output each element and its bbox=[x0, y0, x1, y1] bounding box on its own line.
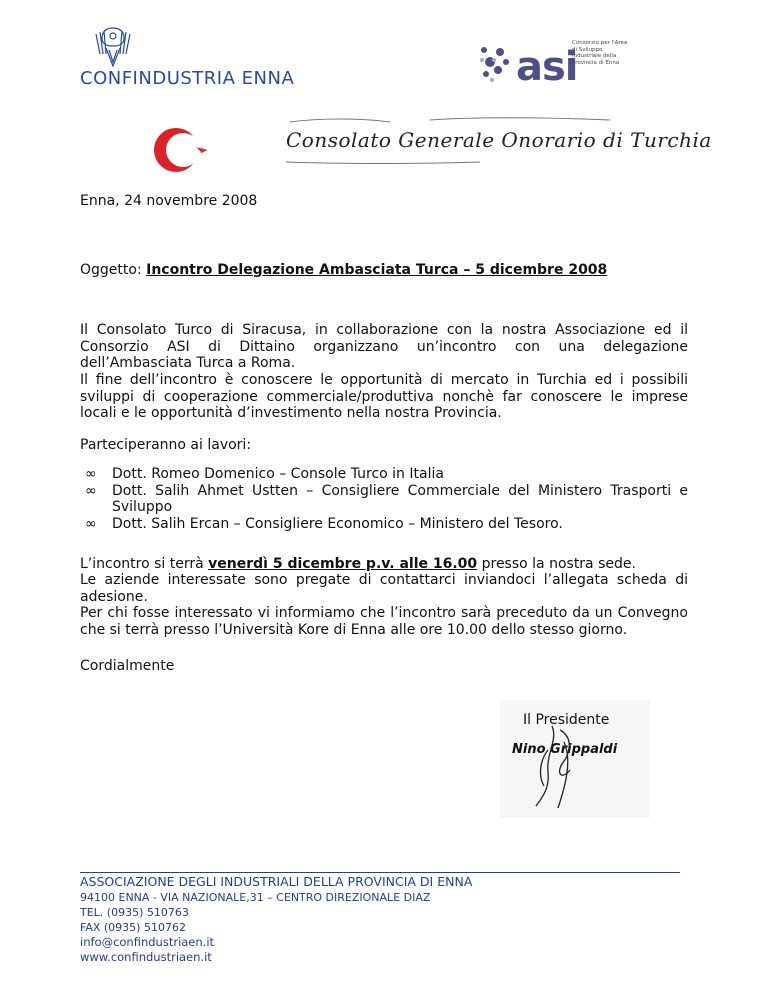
subject-label: Oggetto: bbox=[80, 262, 142, 278]
paragraph-convegno: Per chi fosse interessato vi informiamo che l’incontro sarà preceduto da un Convegno che si terrà presso l’Università Kore di Enna alle ore 10.00 dello stesso giorno. bbox=[80, 605, 688, 638]
footer-fax: FAX (0935) 510762 bbox=[80, 921, 186, 934]
footer-phone: TEL. (0935) 510763 bbox=[80, 906, 189, 919]
list-item: ∞ Dott. Salih Ercan – Consigliere Economico – Ministero del Tesoro. bbox=[85, 515, 563, 532]
bullet-icon: ∞ bbox=[85, 466, 97, 482]
footer-association: ASSOCIAZIONE DEGLI INDUSTRIALI DELLA PROVINCIA DI ENNA bbox=[80, 874, 473, 889]
bullet-icon: ∞ bbox=[85, 482, 97, 499]
letter-date: Enna, 24 novembre 2008 bbox=[80, 193, 258, 209]
list-item: ∞ Dott. Salih Ahmet Ustten – Consigliere Commerciale del Ministero Trasporti e Sviluppo bbox=[85, 482, 688, 515]
paragraph-purpose: Il fine dell’incontro è conoscere le opportunità di mercato in Turchia ed i possibili sviluppi di cooperazione commerciale/produttiva nonchè far conoscere le imprese locali e le opportunità d’investimento nella nostra Provincia. bbox=[80, 372, 688, 421]
event-suffix: presso la nostra sede. bbox=[481, 556, 636, 572]
paragraph-intro: Il Consolato Turco di Siracusa, in collaborazione con la nostra Associazione ed il Consorzio ASI di Dittaino organizzano un’incontro con una delegazione dell’Ambasciata Turca a Roma. bbox=[80, 322, 688, 371]
handwritten-signature bbox=[500, 720, 650, 820]
list-item: ∞ Dott. Romeo Domenico – Console Turco in Italia bbox=[85, 466, 444, 482]
paragraph-companies: Le aziende interessate sono pregate di contattarci inviandoci l’allegata scheda di adesione. bbox=[80, 572, 688, 605]
event-prefix: L’incontro si terrà bbox=[80, 556, 204, 572]
organization-name: CONFINDUSTRIA ENNA bbox=[80, 68, 295, 89]
confindustria-eagle-logo bbox=[92, 24, 134, 70]
letter-subject bbox=[80, 262, 607, 279]
paragraph-event bbox=[80, 556, 688, 573]
paragraph-participants: Parteciperanno ai lavori: bbox=[80, 437, 252, 453]
signature-title: Il Presidente bbox=[523, 712, 610, 728]
footer-address: 94100 ENNA - VIA NAZIONALE,31 – CENTRO DIREZIONALE DIAZ bbox=[80, 891, 431, 904]
asi-wordmark: asi bbox=[516, 44, 578, 90]
closing-salutation: Cordialmente bbox=[80, 658, 175, 674]
bullet-icon: ∞ bbox=[85, 515, 97, 532]
footer-divider bbox=[80, 872, 680, 873]
invitee-list bbox=[80, 466, 688, 532]
turkish-crescent-star-icon bbox=[152, 120, 222, 180]
event-when: venerdì 5 dicembre p.v. alle 16.00 bbox=[208, 556, 478, 572]
asi-description: Consorzio per l'Area di Sviluppo Industriale della Provincia di Enna bbox=[572, 40, 628, 66]
footer-email[interactable]: info@confindustriaen.it bbox=[80, 935, 215, 949]
signature-name: Nino Grippaldi bbox=[512, 742, 618, 757]
consulate-title: Consolato Generale Onorario di Turchia bbox=[286, 128, 712, 152]
subject-text: Incontro Delegazione Ambasciata Turca – 5 dicembre 2008 bbox=[146, 262, 608, 278]
footer-website[interactable]: www.confindustriaen.it bbox=[80, 950, 212, 964]
